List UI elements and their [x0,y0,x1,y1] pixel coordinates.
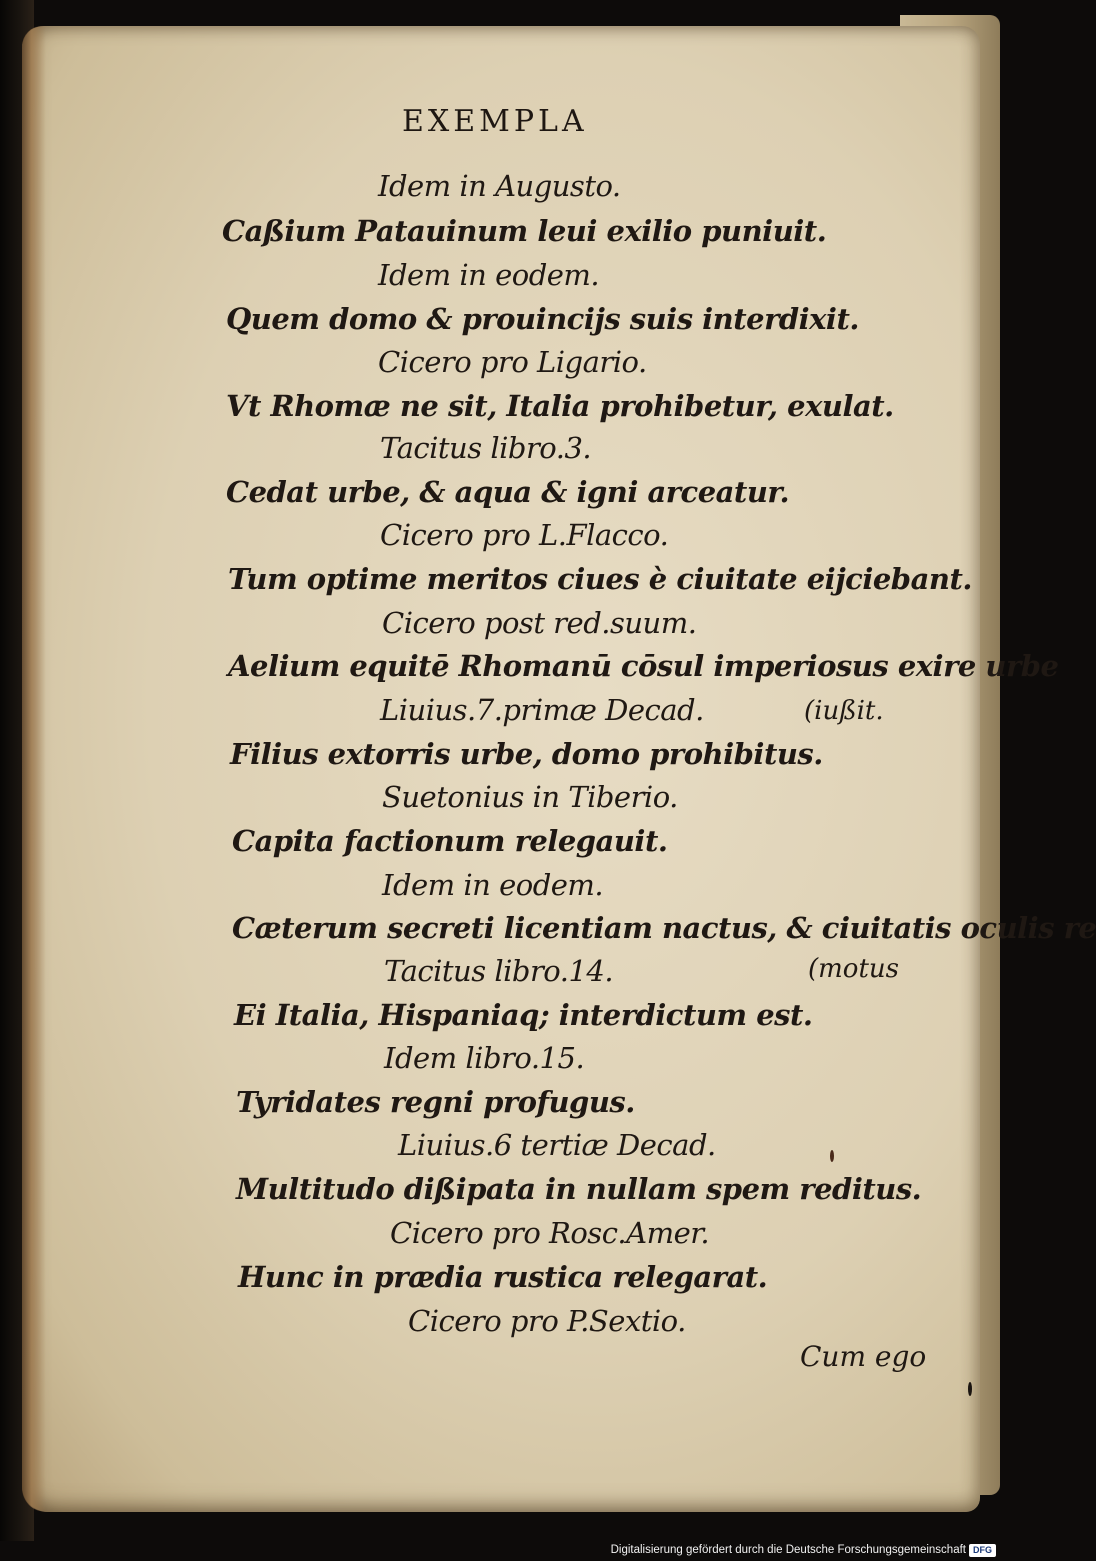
text-line: Vt Rhomæ ne sit, Italia prohibetur, exulat. [226,389,894,423]
text-line: Ei Italia, Hispaniaq; interdictum est. [234,998,813,1032]
catchword: Cum ego [800,1340,927,1373]
text-line: Capita factionum relegauit. [232,824,668,858]
text-line: Cicero pro Ligario. [378,345,647,379]
text-line: Quem domo & prouincijs suis interdixit. [226,302,859,336]
text-line: Idem in eodem. [378,258,600,292]
page-gutter-shadow [22,26,46,1512]
ink-speck [830,1150,834,1162]
text-line: Tum optime meritos ciues è ciuitate eijciebant. [228,562,972,596]
text-line: Cicero pro P.Sextio. [408,1304,686,1338]
text-line: Cicero pro Rosc.Amer. [390,1216,710,1250]
footer-credit: Digitalisierung gefördert durch die Deutsche Forschungsgemeinschaft [610,1544,966,1556]
text-line: Idem in Augusto. [378,169,621,203]
text-line: Aelium equitē Rhomanū cōsul imperiosus exire urbe [228,649,1059,683]
text-line: Suetonius in Tiberio. [382,780,678,814]
text-line: Liuius.6 tertiæ Decad. [398,1128,716,1162]
dfg-logo-icon: DFG [969,1544,996,1557]
ink-speck [968,1382,972,1396]
text-line: Cicero post red.suum. [382,606,697,640]
text-line: Tyridates regni profugus. [236,1085,635,1119]
text-line: Cedat urbe, & aqua & igni arceatur. [226,475,790,509]
text-line: Hunc in prædia rustica relegarat. [238,1260,768,1294]
text-line: Idem in eodem. [382,868,604,902]
turnover-note: (iußit. [804,696,884,726]
text-line: Caßium Patauinum leui exilio puniuit. [222,214,827,248]
text-line: Liuius.7.primæ Decad. [380,693,704,727]
text-line: Tacitus libro.3. [380,431,592,465]
text-line: Cicero pro L.Flacco. [380,518,669,552]
text-line: Cæterum secreti licentiam nactus, & ciuitatis oculis re [232,911,1096,945]
text-line: Filius extorris urbe, domo prohibitus. [230,737,823,771]
text-line: Idem libro.15. [384,1041,585,1075]
running-head: EXEMPLA [402,104,588,139]
text-line: Tacitus libro.14. [384,954,614,988]
turnover-note: (motus [808,954,899,984]
text-line: Multitudo dißipata in nullam spem reditus. [236,1172,922,1206]
